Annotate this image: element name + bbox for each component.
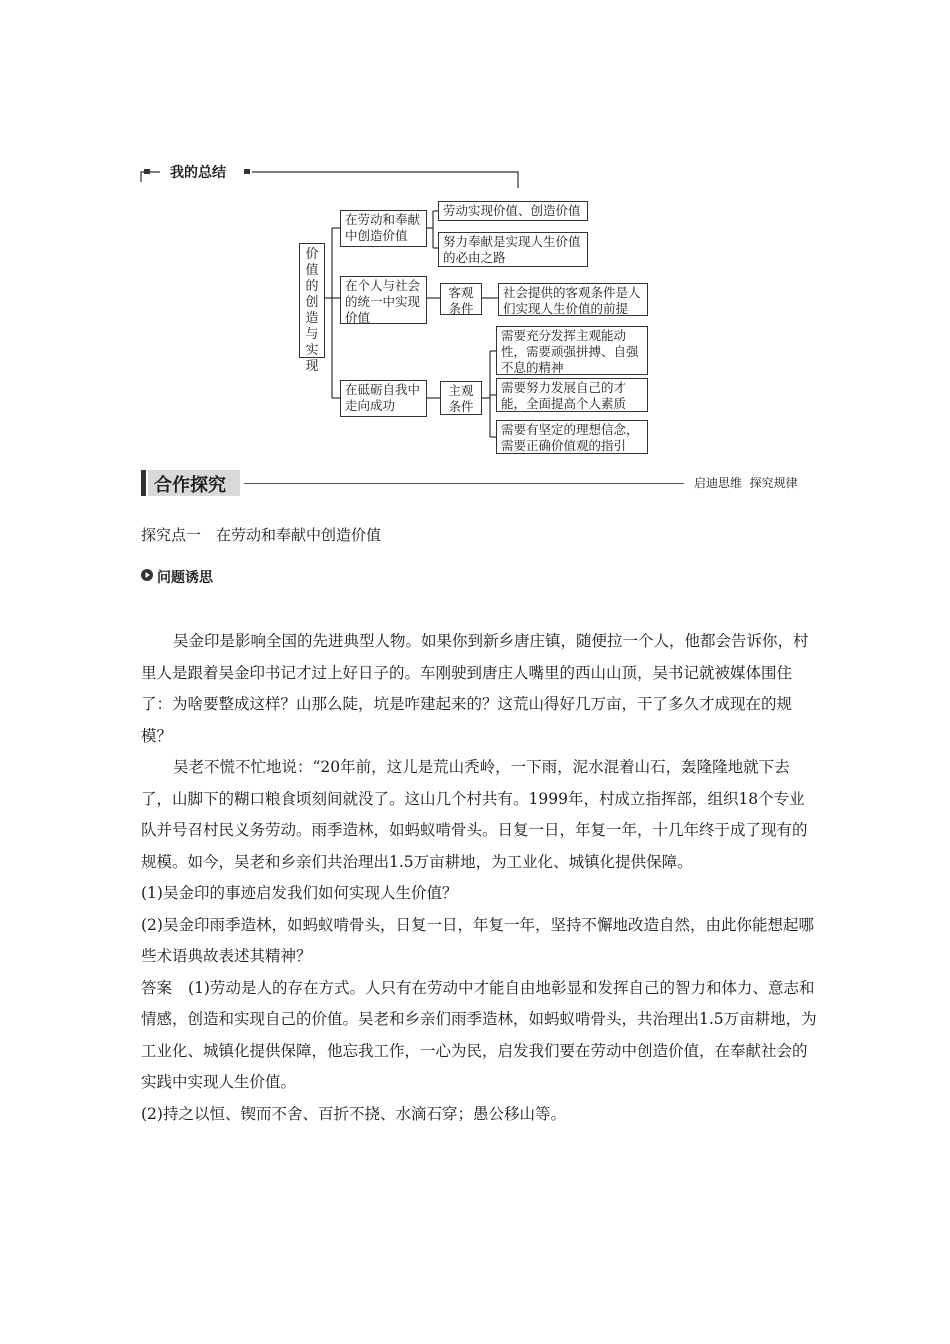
passage [141,626,817,1130]
section-title: 合作探究 [154,475,226,496]
answer-item: (2)持之以恒、锲而不舍、百折不挠、水滴石穿；愚公移山等。 [141,1104,566,1123]
tree-leaf: 需要充分发挥主观能动性，需要顽强拼搏、自强不息的精神 [496,326,648,375]
section-rule [244,483,684,484]
passage-paragraph: 吴金印是影响全国的先进典型人物。如果你到新乡唐庄镇，随便拉一个人，他都会告诉你，村里人是跟着吴金印书记才过上好日子的。车刚驶到唐庄人嘴里的西山山顶，吴书记就被媒体围住了：为啥要整成这样？山那么陡，坑是咋建起来的？这荒山得好几万亩，干了多久才成现在的规模？ [141,632,809,745]
tree-leaf: 努力奉献是实现人生价值的必由之路 [438,232,588,267]
tree-objective-condition: 客观条件 [440,283,482,315]
tree-leaf: 劳动实现价值、创造价值 [438,201,588,221]
section-bar [141,470,146,496]
question: (2)吴金印雨季造林，如蚂蚁啃骨头，日复一日，年复一年，坚持不懈地改造自然，由此你能想起哪些术语典故表述其精神？ [141,915,814,965]
issue-label: 问题诱思 [157,570,213,586]
question: (1)吴金印的事迹启发我们如何实现人生价值？ [141,884,458,902]
tree-leaf: 社会提供的客观条件是人们实现人生价值的前提 [498,283,648,316]
tree-root: 价值的创造与实现 [299,243,325,358]
tree-leaf: 需要有坚定的理想信念，需要正确价值观的指引 [496,420,648,454]
passage-paragraph: 吴老不慌不忙地说：“20年前，这儿是荒山秃岭，一下雨，泥水混着山石，轰隆隆地就下去了，山脚下的糊口粮食顷刻间就没了。这山几个村共有。1999年，村成立指挥部，组织18个专业队并号召村民义务劳动。雨季造林，如蚂蚁啃骨头。日复一日，年复一年，十几年终于成了现有的规模。如今，吴老和乡亲们共治理出1.5万亩耕地，为工业化、城镇化提供保障。 [141,758,808,871]
point-title: 探究点一 在劳动和奉献中创造价值 [141,526,382,544]
answer-label: 答案 [141,978,173,997]
tree-leaf: 需要努力发展自己的才能，全面提高个人素质 [496,378,648,412]
play-icon [141,569,153,581]
tree-branch-1: 在劳动和奉献中创造价值 [340,210,427,247]
section-subtitle: 启迪思维 探究规律 [694,476,798,490]
tree-subjective-condition: 主观条件 [440,381,482,415]
answer-item: 答案 (1)劳动是人的存在方式。人只有在劳动中才能自由地彰显和发挥自己的智力和体力、意志和情感，创造和实现自己的价值。吴老和乡亲们雨季造林，如蚂蚁啃骨头，共治理出1.5万亩耕地，为工业化、城镇化提供保障，他忘我工作，一心为民，启发我们要在劳动中创造价值，在奉献社会的实践中实现人生价值。 [141,978,817,1091]
tree-branch-3: 在砥砺自我中走向成功 [340,380,427,417]
summary-title: 我的总结 [170,165,226,181]
tree-branch-2: 在个人与社会的统一中实现价值 [340,276,427,324]
